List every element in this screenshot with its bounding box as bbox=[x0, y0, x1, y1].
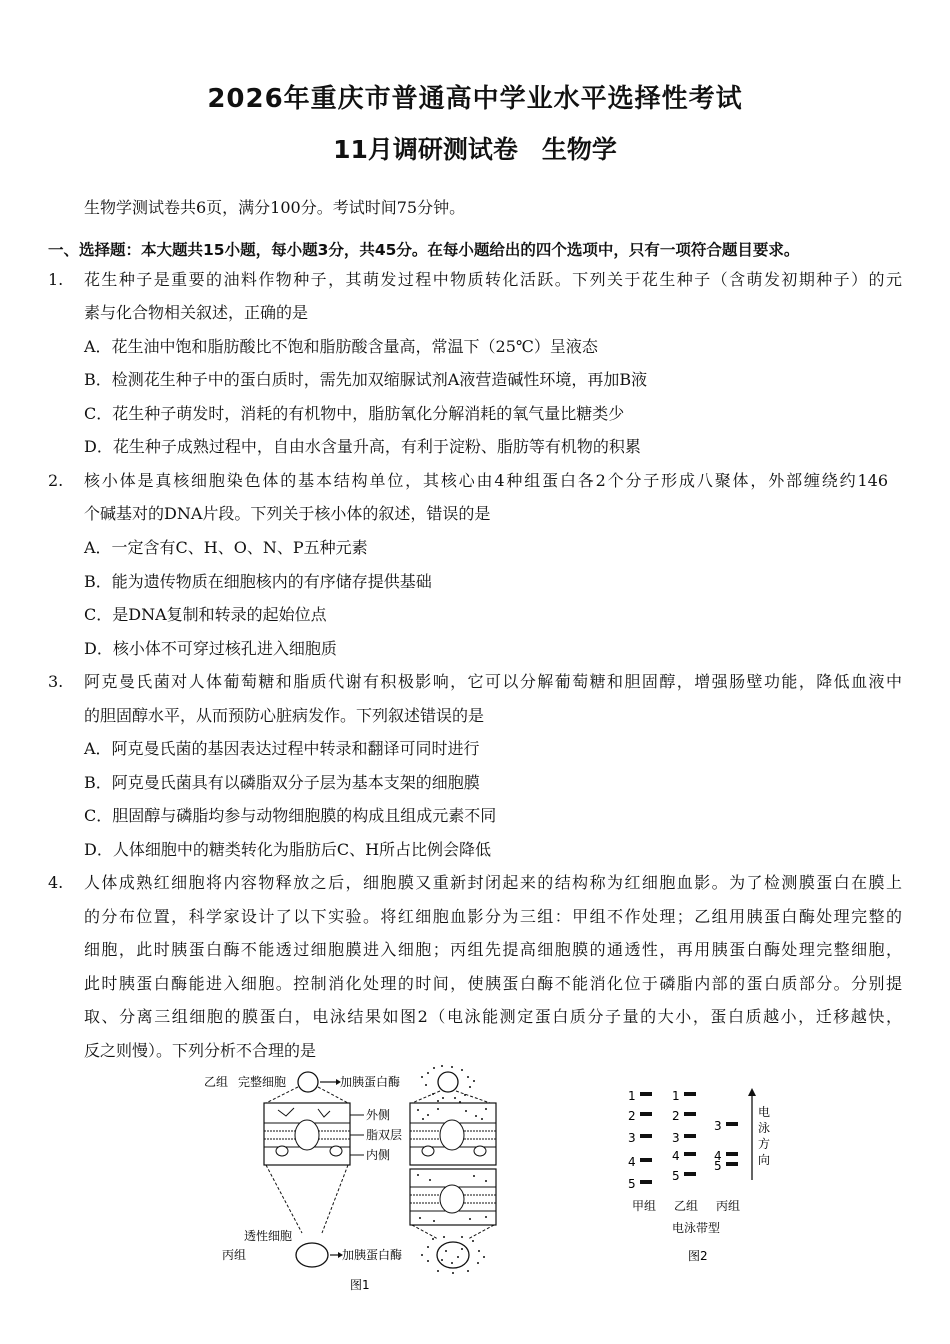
fig1-bilayer: 脂双层 bbox=[366, 1128, 403, 1142]
fig1-add-trypsin-top: 加胰蛋白酶 bbox=[340, 1075, 401, 1089]
band-label: 3 bbox=[672, 1131, 680, 1145]
band bbox=[726, 1152, 738, 1156]
treated-cell-shape bbox=[438, 1072, 458, 1092]
band bbox=[726, 1122, 738, 1126]
question-number: 2. bbox=[48, 471, 64, 490]
membrane-block-bottom bbox=[410, 1169, 496, 1225]
band bbox=[684, 1152, 696, 1156]
direction-char: 电 bbox=[758, 1105, 771, 1119]
band-label: 3 bbox=[714, 1119, 722, 1133]
option-a: A．花生油中饱和脂肪酸比不饱和脂肪酸含量高，常温下（25℃）呈液态 bbox=[84, 337, 598, 356]
band bbox=[726, 1162, 738, 1166]
option-c: C．胆固醇与磷脂均参与动物细胞膜的构成且组成元素不同 bbox=[84, 806, 497, 825]
option-c: C．花生种子萌发时，消耗的有机物中，脂肪氧化分解消耗的氧气量比糖类少 bbox=[84, 404, 625, 423]
subject-name: 生物学 bbox=[541, 135, 617, 164]
treated-permeable-cell-shape bbox=[437, 1242, 469, 1268]
option-b: B．能为遗传物质在细胞核内的有序储存提供基础 bbox=[84, 572, 432, 591]
question-stem: 人体成熟红细胞将内容物释放之后，细胞膜又重新封闭起来的结构称为红细胞血影。为了检测膜蛋白在膜上 bbox=[84, 873, 902, 892]
intact-cell-shape bbox=[298, 1072, 318, 1092]
band-label: 2 bbox=[672, 1109, 680, 1123]
section-heading: 一、选择题：本大题共15小题，每小题3分，共45分。在每小题给出的四个选项中，只有一项符合题目要求。 bbox=[48, 241, 800, 259]
option-d: D．花生种子成熟过程中，自由水含量升高，有利于淀粉、脂肪等有机物的积累 bbox=[84, 437, 641, 456]
enzyme-dots-top bbox=[421, 1065, 475, 1103]
lane-label-bing: 丙组 bbox=[716, 1199, 741, 1213]
band bbox=[640, 1180, 652, 1184]
fig1-intact-cell: 完整细胞 bbox=[238, 1075, 287, 1089]
question-number: 3. bbox=[48, 672, 64, 691]
lane-jia bbox=[628, 1089, 652, 1191]
direction-char: 泳 bbox=[758, 1121, 771, 1135]
fig1-permeable-cell: 透性细胞 bbox=[244, 1229, 293, 1243]
band bbox=[684, 1112, 696, 1116]
option-b: B．检测花生种子中的蛋白质时，需先加双缩脲试剂A液营造碱性环境，再加B液 bbox=[84, 370, 648, 389]
fig1-outer: 外侧 bbox=[366, 1108, 391, 1122]
fig1-inner: 内侧 bbox=[366, 1148, 391, 1162]
lane-bing bbox=[714, 1119, 738, 1173]
option-a: A．一定含有C、H、O、N、P五种元素 bbox=[84, 538, 368, 557]
fig2-caption: 图2 bbox=[688, 1249, 708, 1263]
figure-2 bbox=[618, 1080, 788, 1270]
exam-title: 2026年重庆市普通高中学业水平选择性考试 bbox=[207, 84, 743, 114]
lane-label-yi: 乙组 bbox=[674, 1199, 699, 1213]
band-label: 2 bbox=[628, 1109, 636, 1123]
option-d: D．核小体不可穿过核孔进入细胞质 bbox=[84, 639, 337, 658]
band bbox=[684, 1092, 696, 1096]
question-stem: 细胞，此时胰蛋白酶不能透过细胞膜进入细胞；丙组先提高细胞膜的通透性，再用胰蛋白酶处理完整细胞， bbox=[84, 940, 902, 959]
fig1-add-trypsin-bottom: 加胰蛋白酶 bbox=[342, 1248, 403, 1262]
fig1-group-yi: 乙组 bbox=[204, 1075, 229, 1089]
band bbox=[640, 1134, 652, 1138]
membrane-block-left bbox=[264, 1103, 350, 1165]
fig1-group-bing: 丙组 bbox=[222, 1248, 247, 1262]
band-type-label: 电泳带型 bbox=[672, 1221, 721, 1235]
exam-subtitle bbox=[0, 130, 950, 166]
direction-char: 方 bbox=[758, 1137, 771, 1151]
band bbox=[640, 1092, 652, 1096]
question-stem: 个碱基对的DNA片段。下列关于核小体的叙述，错误的是 bbox=[84, 504, 491, 523]
figure-1 bbox=[190, 1065, 530, 1295]
permeable-cell-shape bbox=[296, 1243, 328, 1267]
option-c: C．是DNA复制和转录的起始位点 bbox=[84, 605, 327, 624]
exam-intro: 生物学测试卷共6页，满分100分。考试时间75分钟。 bbox=[84, 198, 466, 217]
question-stem: 取、分离三组细胞的膜蛋白，电泳结果如图2（电泳能测定蛋白质分子量的大小，蛋白质越小，迁移越快， bbox=[84, 1007, 902, 1026]
band bbox=[640, 1158, 652, 1162]
question-stem: 花生种子是重要的油料作物种子，其萌发过程中物质转化活跃。下列关于花生种子（含萌发初期种子）的元 bbox=[84, 270, 902, 289]
option-b: B．阿克曼氏菌具有以磷脂双分子层为基本支架的细胞膜 bbox=[84, 773, 480, 792]
question-stem: 反之则慢）。下列分析不合理的是 bbox=[84, 1041, 317, 1060]
band-label: 4 bbox=[628, 1155, 636, 1169]
question-number: 1. bbox=[48, 270, 64, 289]
question-stem: 核小体是真核细胞染色体的基本结构单位，其核心由4种组蛋白各2个分子形成八聚体，外部缠绕约146 bbox=[84, 471, 888, 490]
membrane-block-right bbox=[410, 1103, 496, 1165]
band-label: 5 bbox=[672, 1169, 680, 1183]
question-stem: 此时胰蛋白酶能进入细胞。控制消化处理的时间，使胰蛋白酶不能消化位于磷脂内部的蛋白质部分。分别提 bbox=[84, 974, 902, 993]
question-number: 4. bbox=[48, 873, 64, 892]
option-a: A．阿克曼氏菌的基因表达过程中转录和翻译可同时进行 bbox=[84, 739, 480, 758]
option-d: D．人体细胞中的糖类转化为脂肪后C、H所占比例会降低 bbox=[84, 840, 492, 859]
question-stem: 素与化合物相关叙述，正确的是 bbox=[84, 303, 309, 322]
band bbox=[684, 1172, 696, 1176]
band-label: 3 bbox=[628, 1131, 636, 1145]
band-label: 4 bbox=[714, 1149, 722, 1163]
band-label: 4 bbox=[672, 1149, 680, 1163]
band-label: 5 bbox=[714, 1159, 722, 1173]
question-stem: 的胆固醇水平，从而预防心脏病发作。下列叙述错误的是 bbox=[84, 706, 485, 725]
lane-label-jia: 甲组 bbox=[632, 1199, 657, 1213]
question-stem: 的分布位置，科学家设计了以下实验。将红细胞血影分为三组：甲组不作处理；乙组用胰蛋白酶处理完整的 bbox=[84, 907, 902, 926]
band bbox=[684, 1134, 696, 1138]
band-label: 5 bbox=[628, 1177, 636, 1191]
question-stem: 阿克曼氏菌对人体葡萄糖和脂质代谢有积极影响，它可以分解葡萄糖和胆固醇，增强肠壁功能，降低血液中 bbox=[84, 672, 902, 691]
lane-yi bbox=[672, 1089, 696, 1183]
direction-char: 向 bbox=[758, 1153, 771, 1167]
band bbox=[640, 1112, 652, 1116]
band-label: 1 bbox=[628, 1089, 636, 1103]
subtitle-main: 11月调研测试卷 bbox=[333, 135, 518, 164]
band-label: 1 bbox=[672, 1089, 680, 1103]
fig1-caption: 图1 bbox=[350, 1278, 370, 1292]
